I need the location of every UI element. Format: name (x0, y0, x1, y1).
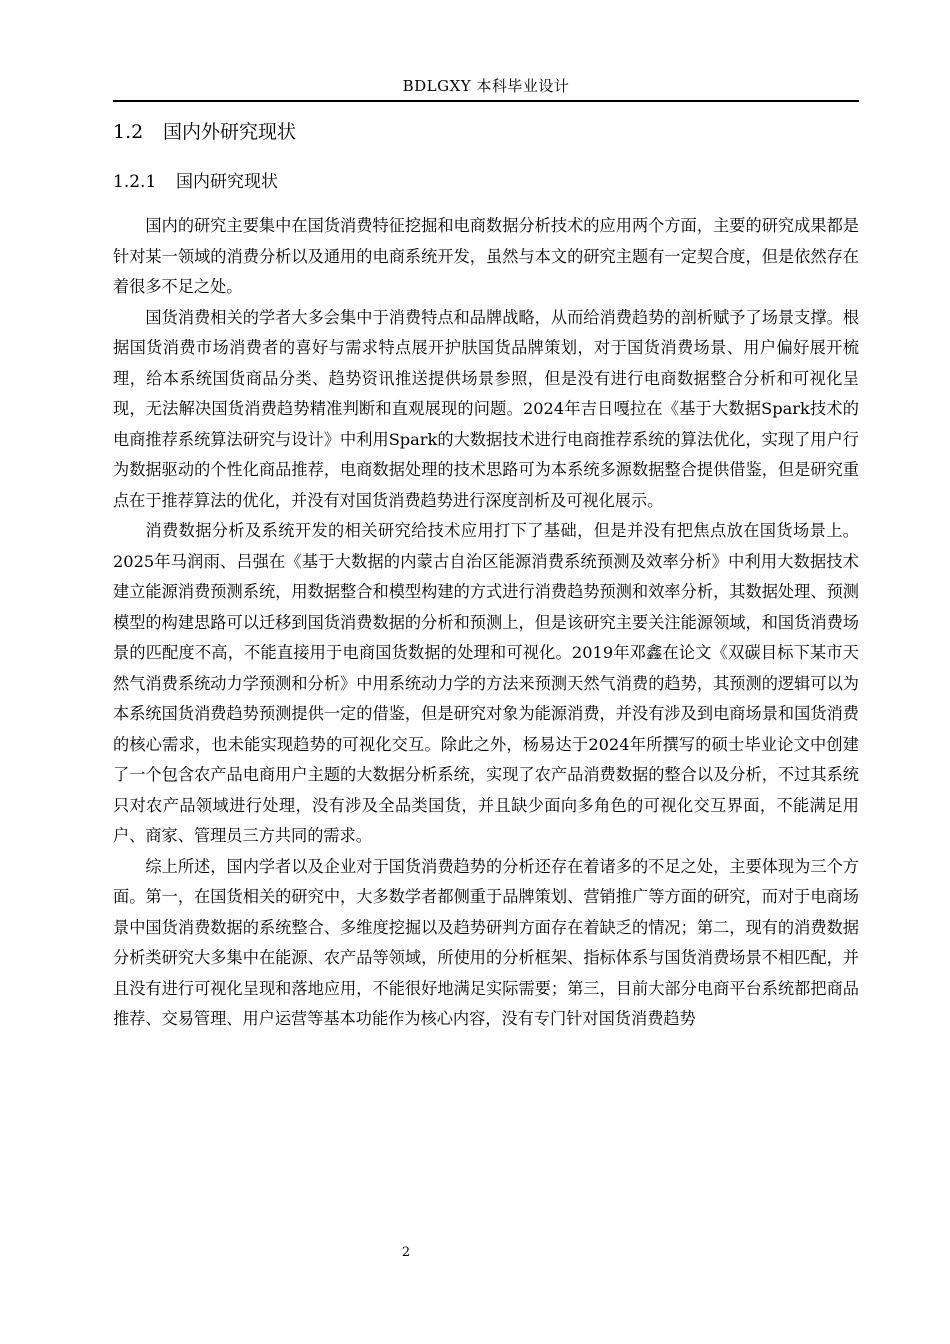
paragraph: 国货消费相关的学者大多会集中于消费特点和品牌战略，从而给消费趋势的剖析赋予了场景支撑。根据国货消费市场消费者的喜好与需求特点展开护肤国货品牌策划，对于国货消费场景、用户偏好展开梳理，给本系统国货商品分类、趋势资讯推送提供场景参照，但是没有进行电商数据整合分析和可视化呈现，无法解决国货消费趋势精准判断和直观展现的问题。2024年吉日嘎拉在《基于大数据Spark技术的电商推荐系统算法研究与设计》中利用Spark的大数据技术进行电商推荐系统的算法优化，实现了用户行为数据驱动的个性化商品推荐，电商数据处理的技术思路可为本系统多源数据整合提供借鉴，但是研究重点在于推荐算法的优化，并没有对国货消费趋势进行深度剖析及可视化展示。 (113, 307, 859, 510)
page-number: 2 (401, 1245, 411, 1260)
subsection-heading (113, 169, 278, 195)
section-title: 国内外研究现状 (163, 121, 297, 143)
subsection-number: 1.2.1 (113, 172, 157, 192)
body-text (113, 211, 859, 1035)
section-heading (113, 118, 296, 146)
paragraph: 国内的研究主要集中在国货消费特征挖掘和电商数据分析技术的应用两个方面，主要的研究成果都是针对某一领域的消费分析以及通用的电商系统开发，虽然与本文的研究主题有一定契合度，但是依然存在着很多不足之处。 (113, 216, 859, 296)
paragraph: 综上所述，国内学者以及企业对于国货消费趋势的分析还存在着诸多的不足之处，主要体现为三个方面。第一，在国货相关的研究中，大多数学者都侧重于品牌策划、营销推广等方面的研究，而对于电商场景中国货消费数据的系统整合、多维度挖掘以及趋势研判方面存在着缺乏的情况；第二，现有的消费数据分析类研究大多集中在能源、农产品等领域，所使用的分析框架、指标体系与国货消费场景不相匹配，并且没有进行可视化呈现和落地应用，不能很好地满足实际需要；第三，目前大部分电商平台系统都把商品推荐、交易管理、用户运营等基本功能作为核心内容，没有专门针对国货消费趋势 (113, 856, 859, 1028)
subsection-title: 国内研究现状 (176, 172, 278, 192)
running-header: BDLGXY 本科毕业设计 (402, 77, 570, 95)
paragraph: 消费数据分析及系统开发的相关研究给技术应用打下了基础，但是并没有把焦点放在国货场景上。2025年马润雨、吕强在《基于大数据的内蒙古自治区能源消费系统预测及效率分析》中利用大数据技术建立能源消费预测系统，用数据整合和模型构建的方式进行消费趋势预测和效率分析，其数据处理、预测模型的构建思路可以迁移到国货消费数据的分析和预测上，但是该研究主要关注能源领域，和国货消费场景的匹配度不高，不能直接用于电商国货数据的处理和可视化。2019年邓鑫在论文《双碳目标下某市天然气消费系统动力学预测和分析》中用系统动力学的方法来预测天然气消费的趋势，其预测的逻辑可以为本系统国货消费趋势预测提供一定的借鉴，但是研究对象为能源消费，并没有涉及到电商场景和国货消费的核心需求，也未能实现趋势的可视化交互。除此之外，杨易达于2024年所撰写的硕士毕业论文中创建了一个包含农产品电商用户主题的大数据分析系统，实现了农产品消费数据的整合以及分析，不过其系统只对农产品领域进行处理，没有涉及全品类国货，并且缺少面向多角色的可视化交互界面，不能满足用户、商家、管理员三方共同的需求。 (113, 521, 859, 845)
header-rule (113, 100, 859, 102)
section-number: 1.2 (113, 121, 144, 143)
